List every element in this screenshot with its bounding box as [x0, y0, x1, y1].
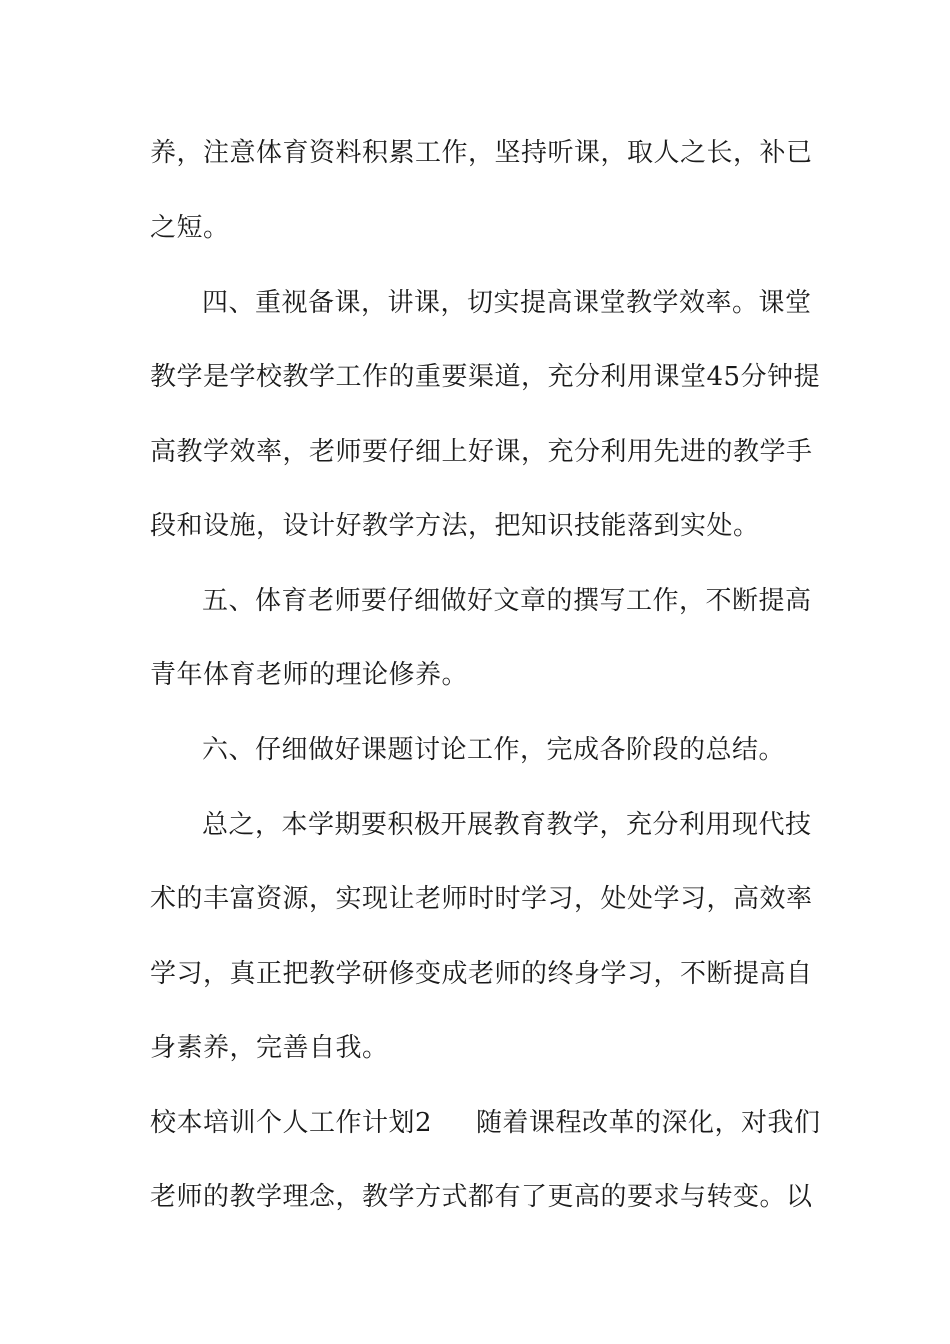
text-line: 之短。	[150, 213, 230, 243]
paragraph-line: 六、仔细做好课题讨论工作，完成各阶段的总结。	[202, 735, 786, 765]
paragraph-line: 五、体育老师要仔细做好文章的撰写工作，不断提高	[202, 586, 812, 616]
section-title: 校本培训个人工作计划2	[150, 1108, 433, 1138]
text-line: 学习，真正把教学研修变成老师的终身学习，不断提高自	[150, 959, 813, 989]
text-line: 身素养，完善自我。	[150, 1033, 389, 1063]
text-line: 养，注意体育资料积累工作，坚持听课，取人之长，补已	[150, 138, 813, 168]
paragraph-line: 四、重视备课，讲课，切实提高课堂教学效率。课堂	[202, 288, 812, 318]
paragraph-line: 总之，本学期要积极开展教育教学，充分利用现代技	[202, 810, 812, 840]
text-line: 青年体育老师的理论修养。	[150, 660, 469, 690]
text-line: 高教学效率，老师要仔细上好课，充分利用先进的教学手	[150, 437, 813, 467]
text-line: 老师的教学理念，教学方式都有了更高的要求与转变。以	[150, 1182, 813, 1212]
text-line: 段和设施，设计好教学方法，把知识技能落到实处。	[150, 511, 760, 541]
text-line: 术的丰富资源，实现让老师时时学习，处处学习，高效率	[150, 884, 813, 914]
text-line: 教学是学校教学工作的重要渠道，充分利用课堂45分钟提	[150, 362, 821, 392]
section-first-line: 随着课程改革的深化，对我们	[476, 1108, 821, 1138]
section-heading-line	[150, 1106, 821, 1140]
